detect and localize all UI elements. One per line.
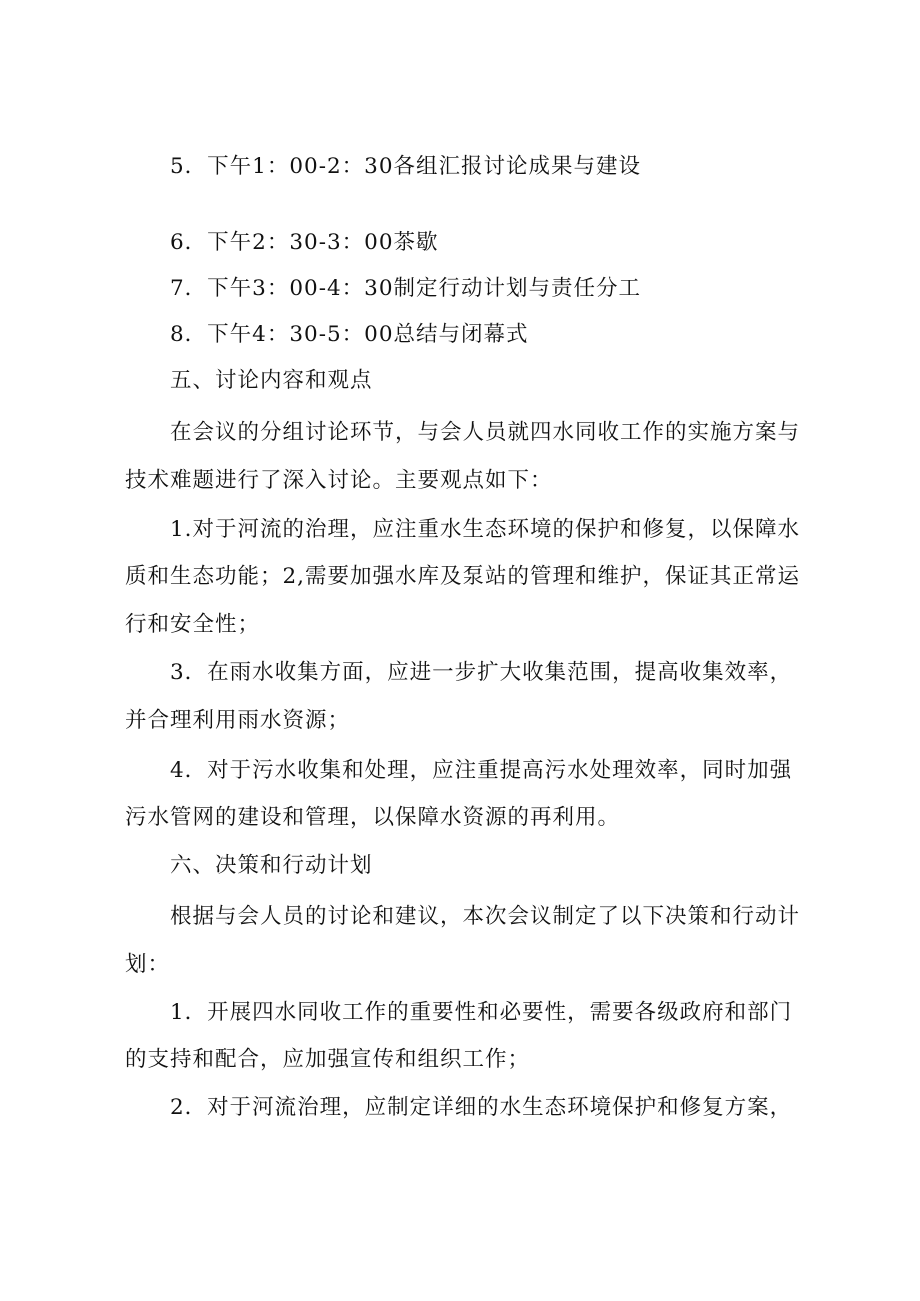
paragraph-line: 划： [125, 952, 171, 977]
section-heading-discussion: 五、讨论内容和观点 [170, 368, 373, 393]
agenda-item-7: 7．下午3：00-4：30制定行动计划与责任分工 [170, 276, 642, 301]
paragraph-line: 2．对于河流治理，应制定详细的水生态环境保护和修复方案， [170, 1095, 793, 1120]
section-heading-decisions: 六、决策和行动计划 [170, 853, 373, 878]
paragraph-line: 3．在雨水收集方面，应进一步扩大收集范围，提高收集效率， [170, 660, 793, 685]
agenda-item-8: 8．下午4：30-5：00总结与闭幕式 [170, 322, 529, 347]
paragraph-line: 1．开展四水同收工作的重要性和必要性，需要各级政府和部门 [170, 1000, 793, 1025]
paragraph-line: 1.对于河流的治理，应注重水生态环境的保护和修复，以保障水 [170, 517, 801, 542]
paragraph-line: 行和安全性； [125, 612, 261, 637]
agenda-item-6: 6．下午2：30-3：00茶歇 [170, 230, 439, 255]
paragraph-line: 技术难题进行了深入讨论。主要观点如下： [125, 468, 553, 493]
paragraph-line: 4．对于污水收集和处理，应注重提高污水处理效率，同时加强 [170, 758, 793, 783]
agenda-item-5: 5．下午1：00-2：30各组汇报讨论成果与建设 [170, 154, 642, 179]
paragraph-line: 并合理利用雨水资源； [125, 708, 351, 733]
paragraph-line: 根据与会人员的讨论和建议，本次会议制定了以下决策和行动计 [170, 904, 801, 929]
paragraph-line: 的支持和配合，应加强宣传和组织工作； [125, 1047, 531, 1072]
paragraph-line: 污水管网的建设和管理，以保障水资源的再利用。 [125, 805, 621, 830]
paragraph-line: 在会议的分组讨论环节，与会人员就四水同收工作的实施方案与 [170, 420, 801, 445]
paragraph-line: 质和生态功能；2,需要加强水库及泵站的管理和维护，保证其正常运 [125, 564, 801, 589]
